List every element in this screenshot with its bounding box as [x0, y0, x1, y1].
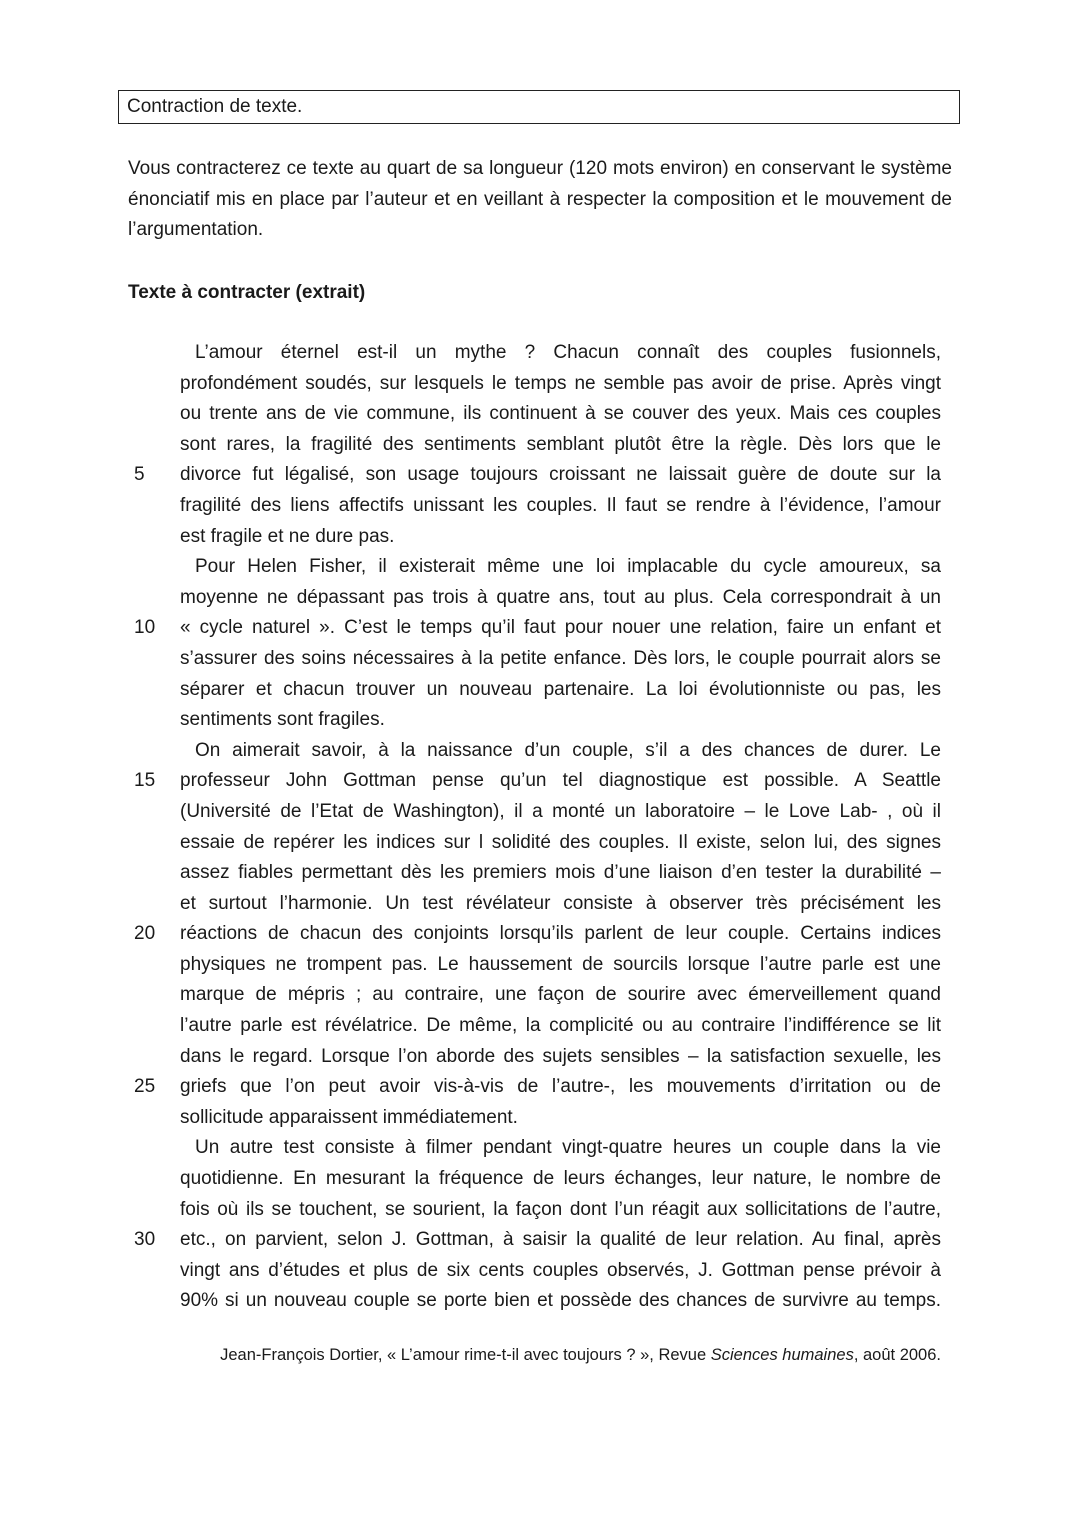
exercise-title: Contraction de texte.: [127, 96, 303, 117]
text-line-content: moyenne ne dépassant pas trois à quatre ans, tout au plus. Cela correspondrait à un: [180, 586, 941, 608]
text-line: [134, 613, 941, 644]
text-line-content: griefs que l’on peut avoir vis-à-vis de l’autre-, les mouvements d’irritation ou de: [180, 1076, 941, 1098]
text-line-content: l’autre parle est révélatrice. De même, la complicité ou au contraire l’indifférence se lit: [180, 1015, 941, 1037]
text-line-content: 90% si un nouveau couple se porte bien et possède des chances de survivre au temps.: [180, 1290, 941, 1312]
text-line: [180, 430, 941, 461]
text-line-content: L’amour éternel est-il un mythe ? Chacun connaît des couples fusionnels,: [195, 342, 941, 363]
text-line: [134, 460, 941, 491]
text-line-content: (Université de l’Etat de Washington), il a monté un laboratoire – le Love Lab- , où il: [180, 800, 941, 822]
text-line: [180, 644, 941, 675]
text-line: [180, 1286, 941, 1317]
source-date: , août 2006.: [853, 1346, 941, 1364]
line-number: 5: [134, 464, 145, 486]
text-line: [134, 766, 941, 797]
text-line-content: On aimerait savoir, à la naissance d’un couple, s’il a des chances de durer. Le: [195, 739, 941, 761]
text-line-content: fois où ils se touchent, se sourient, la façon dont l’un réagit aux sollicitations de l’autre,: [180, 1198, 941, 1220]
text-line: [180, 583, 941, 614]
text-line: [180, 736, 941, 767]
text-line: [180, 369, 941, 400]
line-number: 20: [134, 923, 156, 945]
text-line: [180, 980, 941, 1011]
text-line-content: ou trente ans de vie commune, ils continuent à se couver des yeux. Mais ces couples: [180, 403, 941, 425]
text-line-content: marque de mépris ; au contraire, une façon de sourire avec émerveillement quand: [180, 984, 941, 1006]
line-number: 25: [134, 1076, 156, 1098]
text-line-content: professeur John Gottman pense qu’un tel diagnostique est possible. A Seattle: [180, 770, 941, 792]
text-line: [180, 1195, 941, 1226]
text-line-content: Un autre test consiste à filmer pendant vingt-quatre heures un couple dans la vie: [195, 1137, 941, 1159]
text-line-content: sollicitude apparaissent immédiatement.: [180, 1106, 518, 1128]
source-author-title: Jean-François Dortier, « L’amour rime-t-il avec toujours ? », Revue: [220, 1346, 711, 1364]
text-line: [180, 1103, 941, 1134]
text-line-content: sentiments sont fragiles.: [180, 709, 385, 731]
text-line: [180, 338, 941, 369]
section-heading: Texte à contracter (extrait): [128, 282, 366, 303]
text-line-content: essaie de repérer les indices sur l solidité des couples. Il existe, selon lui, des signes: [180, 831, 941, 853]
text-line-content: et surtout l’harmonie. Un test révélateur consiste à observer très précisément les: [180, 892, 941, 914]
text-line: [180, 1164, 941, 1195]
text-line-content: sont rares, la fragilité des sentiments semblant plutôt être la règle. Dès lors que le: [180, 433, 941, 455]
text-line: [180, 491, 941, 522]
text-line: [180, 705, 941, 736]
text-line: [134, 919, 941, 950]
text-line: [180, 828, 941, 859]
instructions-paragraph: Vous contracterez ce texte au quart de sa longueur (120 mots environ) en conservant le système énonciatif mis en place par l’auteur et en veillant à respecter la composition et le mouvement de l’argumentation.: [128, 158, 952, 241]
text-line-content: « cycle naturel ». C’est le temps qu’il faut pour nouer une relation, faire un enfant et: [180, 617, 941, 639]
text-line: [134, 1225, 941, 1256]
text-line-content: etc., on parvient, selon J. Gottman, à saisir la qualité de leur relation. Au final, après: [180, 1229, 941, 1251]
text-line-content: divorce fut légalisé, son usage toujours croissant ne laissait guère de doute sur la: [180, 464, 941, 486]
text-line: [180, 889, 941, 920]
text-line: [180, 1042, 941, 1073]
text-line: [180, 552, 941, 583]
text-line: [180, 1011, 941, 1042]
text-line: [180, 675, 941, 706]
text-line: [180, 858, 941, 889]
line-number: 30: [134, 1229, 156, 1251]
text-line-content: Pour Helen Fisher, il existerait même une loi implacable du cycle amoureux, sa: [195, 556, 941, 578]
text-line-content: dans le regard. Lorsque l’on aborde des sujets sensibles – la satisfaction sexuelle, les: [180, 1045, 941, 1067]
text-line: [134, 1072, 941, 1103]
text-line: [180, 950, 941, 981]
text-line: [180, 399, 941, 430]
text-line: [180, 522, 941, 553]
text-line-content: physiques ne trompent pas. Le haussement de sourcils lorsque l’autre parle est une: [180, 953, 941, 975]
exercise-title-box: [118, 90, 960, 124]
text-line: [180, 1133, 941, 1164]
excerpt-text: [134, 338, 941, 1317]
text-line-content: profondément soudés, sur lesquels le temps ne semble pas avoir de prise. Après vingt: [180, 372, 941, 394]
text-line-content: fragilité des liens affectifs unissant les couples. Il faut se rendre à l’évidence, l’amour: [180, 494, 941, 516]
source-citation: [180, 1342, 941, 1368]
text-line-content: quotidienne. En mesurant la fréquence de leurs échanges, leur nature, le nombre de: [180, 1168, 941, 1190]
text-line: [180, 1256, 941, 1287]
source-journal: Sciences humaines: [710, 1346, 854, 1364]
text-line-content: séparer et chacun trouver un nouveau partenaire. La loi évolutionniste ou pas, les: [180, 678, 941, 700]
line-number: 10: [134, 617, 156, 639]
text-line-content: assez fiables permettant dès les premiers mois d’une liaison d’en tester la durabilité –: [180, 862, 941, 884]
text-line-content: est fragile et ne dure pas.: [180, 525, 395, 547]
line-number: 15: [134, 770, 156, 792]
text-line-content: réactions de chacun des conjoints lorsqu’ils parlent de leur couple. Certains indices: [180, 923, 941, 945]
text-line-content: s’assurer des soins nécessaires à la petite enfance. Dès lors, le couple pourrait alors se: [180, 647, 941, 669]
text-line-content: vingt ans d’études et plus de six cents couples observés, J. Gottman pense prévoir à: [180, 1259, 941, 1281]
text-line: [180, 797, 941, 828]
